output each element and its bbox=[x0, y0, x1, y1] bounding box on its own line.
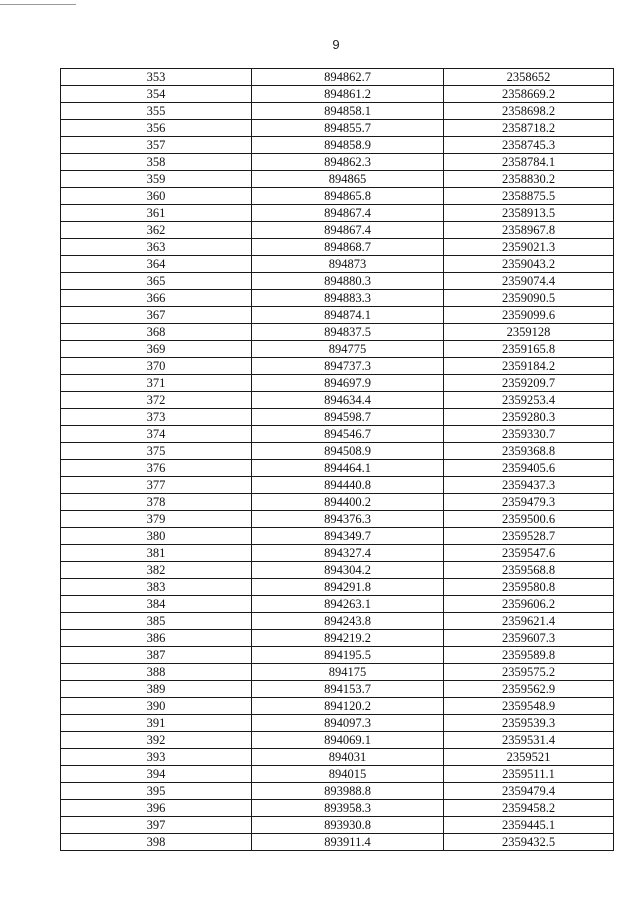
point-number-cell: 353 bbox=[61, 69, 252, 86]
y-coordinate-cell: 2358718.2 bbox=[444, 120, 614, 137]
table-row bbox=[61, 103, 614, 120]
point-number-cell: 370 bbox=[61, 358, 252, 375]
point-number-cell: 360 bbox=[61, 188, 252, 205]
table-row bbox=[61, 647, 614, 664]
x-coordinate-cell: 893911.4 bbox=[252, 834, 444, 851]
table-row bbox=[61, 69, 614, 86]
x-coordinate-cell: 894508.9 bbox=[252, 443, 444, 460]
point-number-cell: 392 bbox=[61, 732, 252, 749]
table-row bbox=[61, 137, 614, 154]
y-coordinate-cell: 2359621.4 bbox=[444, 613, 614, 630]
x-coordinate-cell: 893930.8 bbox=[252, 817, 444, 834]
y-coordinate-cell: 2359184.2 bbox=[444, 358, 614, 375]
point-number-cell: 361 bbox=[61, 205, 252, 222]
point-number-cell: 365 bbox=[61, 273, 252, 290]
point-number-cell: 380 bbox=[61, 528, 252, 545]
x-coordinate-cell: 894775 bbox=[252, 341, 444, 358]
table-row bbox=[61, 256, 614, 273]
y-coordinate-cell: 2359479.3 bbox=[444, 494, 614, 511]
point-number-cell: 398 bbox=[61, 834, 252, 851]
y-coordinate-cell: 2359528.7 bbox=[444, 528, 614, 545]
table-row bbox=[61, 579, 614, 596]
point-number-cell: 390 bbox=[61, 698, 252, 715]
table-row bbox=[61, 188, 614, 205]
y-coordinate-cell: 2359575.2 bbox=[444, 664, 614, 681]
point-number-cell: 359 bbox=[61, 171, 252, 188]
y-coordinate-cell: 2359580.8 bbox=[444, 579, 614, 596]
table-row bbox=[61, 392, 614, 409]
x-coordinate-cell: 894737.3 bbox=[252, 358, 444, 375]
y-coordinate-cell: 2359405.6 bbox=[444, 460, 614, 477]
point-number-cell: 375 bbox=[61, 443, 252, 460]
x-coordinate-cell: 894880.3 bbox=[252, 273, 444, 290]
x-coordinate-cell: 894861.2 bbox=[252, 86, 444, 103]
y-coordinate-cell: 2359500.6 bbox=[444, 511, 614, 528]
x-coordinate-cell: 894865 bbox=[252, 171, 444, 188]
table-row bbox=[61, 613, 614, 630]
x-coordinate-cell: 894464.1 bbox=[252, 460, 444, 477]
table-row bbox=[61, 817, 614, 834]
point-number-cell: 384 bbox=[61, 596, 252, 613]
point-number-cell: 397 bbox=[61, 817, 252, 834]
table-row bbox=[61, 222, 614, 239]
table-row bbox=[61, 154, 614, 171]
table-row bbox=[61, 443, 614, 460]
x-coordinate-cell: 894291.8 bbox=[252, 579, 444, 596]
point-number-cell: 379 bbox=[61, 511, 252, 528]
x-coordinate-cell: 894865.8 bbox=[252, 188, 444, 205]
x-coordinate-cell: 894862.3 bbox=[252, 154, 444, 171]
y-coordinate-cell: 2359128 bbox=[444, 324, 614, 341]
table-row bbox=[61, 460, 614, 477]
table-row bbox=[61, 545, 614, 562]
table-row bbox=[61, 715, 614, 732]
point-number-cell: 382 bbox=[61, 562, 252, 579]
table-row bbox=[61, 528, 614, 545]
x-coordinate-cell: 894349.7 bbox=[252, 528, 444, 545]
x-coordinate-cell: 894440.8 bbox=[252, 477, 444, 494]
x-coordinate-cell: 894069.1 bbox=[252, 732, 444, 749]
point-number-cell: 358 bbox=[61, 154, 252, 171]
table-row bbox=[61, 273, 614, 290]
y-coordinate-cell: 2358652 bbox=[444, 69, 614, 86]
y-coordinate-cell: 2359043.2 bbox=[444, 256, 614, 273]
point-number-cell: 394 bbox=[61, 766, 252, 783]
table-row bbox=[61, 681, 614, 698]
table-row bbox=[61, 698, 614, 715]
y-coordinate-cell: 2359539.3 bbox=[444, 715, 614, 732]
point-number-cell: 363 bbox=[61, 239, 252, 256]
table-row bbox=[61, 171, 614, 188]
scan-edge-mark bbox=[0, 4, 76, 5]
x-coordinate-cell: 894376.3 bbox=[252, 511, 444, 528]
x-coordinate-cell: 894195.5 bbox=[252, 647, 444, 664]
table-row bbox=[61, 307, 614, 324]
x-coordinate-cell: 894243.8 bbox=[252, 613, 444, 630]
table-row bbox=[61, 290, 614, 307]
y-coordinate-cell: 2359280.3 bbox=[444, 409, 614, 426]
y-coordinate-cell: 2359090.5 bbox=[444, 290, 614, 307]
table-row bbox=[61, 358, 614, 375]
x-coordinate-cell: 894855.7 bbox=[252, 120, 444, 137]
y-coordinate-cell: 2359606.2 bbox=[444, 596, 614, 613]
point-number-cell: 372 bbox=[61, 392, 252, 409]
x-coordinate-cell: 894697.9 bbox=[252, 375, 444, 392]
table-row bbox=[61, 375, 614, 392]
table-row bbox=[61, 239, 614, 256]
point-number-cell: 373 bbox=[61, 409, 252, 426]
x-coordinate-cell: 894327.4 bbox=[252, 545, 444, 562]
y-coordinate-cell: 2359479.4 bbox=[444, 783, 614, 800]
table-row bbox=[61, 511, 614, 528]
point-number-cell: 354 bbox=[61, 86, 252, 103]
point-number-cell: 356 bbox=[61, 120, 252, 137]
y-coordinate-cell: 2359368.8 bbox=[444, 443, 614, 460]
page-number: 9 bbox=[332, 37, 340, 52]
point-number-cell: 383 bbox=[61, 579, 252, 596]
point-number-cell: 355 bbox=[61, 103, 252, 120]
y-coordinate-cell: 2359437.3 bbox=[444, 477, 614, 494]
point-number-cell: 381 bbox=[61, 545, 252, 562]
x-coordinate-cell: 893958.3 bbox=[252, 800, 444, 817]
table-row bbox=[61, 324, 614, 341]
point-number-cell: 364 bbox=[61, 256, 252, 273]
y-coordinate-cell: 2359531.4 bbox=[444, 732, 614, 749]
table-row bbox=[61, 596, 614, 613]
table-row bbox=[61, 664, 614, 681]
table-row bbox=[61, 562, 614, 579]
x-coordinate-cell: 894883.3 bbox=[252, 290, 444, 307]
y-coordinate-cell: 2358830.2 bbox=[444, 171, 614, 188]
y-coordinate-cell: 2359458.2 bbox=[444, 800, 614, 817]
point-number-cell: 371 bbox=[61, 375, 252, 392]
point-number-cell: 386 bbox=[61, 630, 252, 647]
x-coordinate-cell: 894858.1 bbox=[252, 103, 444, 120]
table-row bbox=[61, 783, 614, 800]
y-coordinate-cell: 2358875.5 bbox=[444, 188, 614, 205]
x-coordinate-cell: 894546.7 bbox=[252, 426, 444, 443]
x-coordinate-cell: 894120.2 bbox=[252, 698, 444, 715]
point-number-cell: 388 bbox=[61, 664, 252, 681]
point-number-cell: 389 bbox=[61, 681, 252, 698]
y-coordinate-cell: 2359209.7 bbox=[444, 375, 614, 392]
y-coordinate-cell: 2359547.6 bbox=[444, 545, 614, 562]
y-coordinate-cell: 2359511.1 bbox=[444, 766, 614, 783]
table-row bbox=[61, 426, 614, 443]
point-number-cell: 385 bbox=[61, 613, 252, 630]
x-coordinate-cell: 893988.8 bbox=[252, 783, 444, 800]
y-coordinate-cell: 2358913.5 bbox=[444, 205, 614, 222]
x-coordinate-cell: 894031 bbox=[252, 749, 444, 766]
y-coordinate-cell: 2359099.6 bbox=[444, 307, 614, 324]
y-coordinate-cell: 2359445.1 bbox=[444, 817, 614, 834]
table-row bbox=[61, 834, 614, 851]
y-coordinate-cell: 2359432.5 bbox=[444, 834, 614, 851]
x-coordinate-cell: 894634.4 bbox=[252, 392, 444, 409]
table-row bbox=[61, 120, 614, 137]
y-coordinate-cell: 2358745.3 bbox=[444, 137, 614, 154]
y-coordinate-cell: 2359021.3 bbox=[444, 239, 614, 256]
table-row bbox=[61, 409, 614, 426]
y-coordinate-cell: 2359568.8 bbox=[444, 562, 614, 579]
coordinates-table bbox=[60, 68, 614, 851]
x-coordinate-cell: 894598.7 bbox=[252, 409, 444, 426]
table-row bbox=[61, 205, 614, 222]
point-number-cell: 368 bbox=[61, 324, 252, 341]
table-row bbox=[61, 494, 614, 511]
point-number-cell: 393 bbox=[61, 749, 252, 766]
x-coordinate-cell: 894867.4 bbox=[252, 205, 444, 222]
table-row bbox=[61, 86, 614, 103]
table-row bbox=[61, 800, 614, 817]
x-coordinate-cell: 894867.4 bbox=[252, 222, 444, 239]
x-coordinate-cell: 894868.7 bbox=[252, 239, 444, 256]
y-coordinate-cell: 2358669.2 bbox=[444, 86, 614, 103]
table-row bbox=[61, 477, 614, 494]
point-number-cell: 395 bbox=[61, 783, 252, 800]
point-number-cell: 374 bbox=[61, 426, 252, 443]
table-row bbox=[61, 630, 614, 647]
x-coordinate-cell: 894015 bbox=[252, 766, 444, 783]
point-number-cell: 376 bbox=[61, 460, 252, 477]
y-coordinate-cell: 2359253.4 bbox=[444, 392, 614, 409]
point-number-cell: 367 bbox=[61, 307, 252, 324]
table-row bbox=[61, 749, 614, 766]
point-number-cell: 396 bbox=[61, 800, 252, 817]
point-number-cell: 357 bbox=[61, 137, 252, 154]
x-coordinate-cell: 894874.1 bbox=[252, 307, 444, 324]
point-number-cell: 366 bbox=[61, 290, 252, 307]
y-coordinate-cell: 2359074.4 bbox=[444, 273, 614, 290]
table-row bbox=[61, 341, 614, 358]
y-coordinate-cell: 2358967.8 bbox=[444, 222, 614, 239]
point-number-cell: 391 bbox=[61, 715, 252, 732]
point-number-cell: 369 bbox=[61, 341, 252, 358]
table-row bbox=[61, 732, 614, 749]
x-coordinate-cell: 894858.9 bbox=[252, 137, 444, 154]
x-coordinate-cell: 894400.2 bbox=[252, 494, 444, 511]
x-coordinate-cell: 894097.3 bbox=[252, 715, 444, 732]
x-coordinate-cell: 894837.5 bbox=[252, 324, 444, 341]
x-coordinate-cell: 894219.2 bbox=[252, 630, 444, 647]
point-number-cell: 377 bbox=[61, 477, 252, 494]
point-number-cell: 378 bbox=[61, 494, 252, 511]
x-coordinate-cell: 894862.7 bbox=[252, 69, 444, 86]
x-coordinate-cell: 894873 bbox=[252, 256, 444, 273]
y-coordinate-cell: 2359330.7 bbox=[444, 426, 614, 443]
coordinates-table-body bbox=[61, 69, 614, 851]
y-coordinate-cell: 2359165.8 bbox=[444, 341, 614, 358]
x-coordinate-cell: 894263.1 bbox=[252, 596, 444, 613]
y-coordinate-cell: 2358784.1 bbox=[444, 154, 614, 171]
x-coordinate-cell: 894304.2 bbox=[252, 562, 444, 579]
y-coordinate-cell: 2359562.9 bbox=[444, 681, 614, 698]
y-coordinate-cell: 2359607.3 bbox=[444, 630, 614, 647]
y-coordinate-cell: 2359589.8 bbox=[444, 647, 614, 664]
point-number-cell: 387 bbox=[61, 647, 252, 664]
table-row bbox=[61, 766, 614, 783]
y-coordinate-cell: 2359521 bbox=[444, 749, 614, 766]
x-coordinate-cell: 894153.7 bbox=[252, 681, 444, 698]
y-coordinate-cell: 2359548.9 bbox=[444, 698, 614, 715]
x-coordinate-cell: 894175 bbox=[252, 664, 444, 681]
point-number-cell: 362 bbox=[61, 222, 252, 239]
y-coordinate-cell: 2358698.2 bbox=[444, 103, 614, 120]
